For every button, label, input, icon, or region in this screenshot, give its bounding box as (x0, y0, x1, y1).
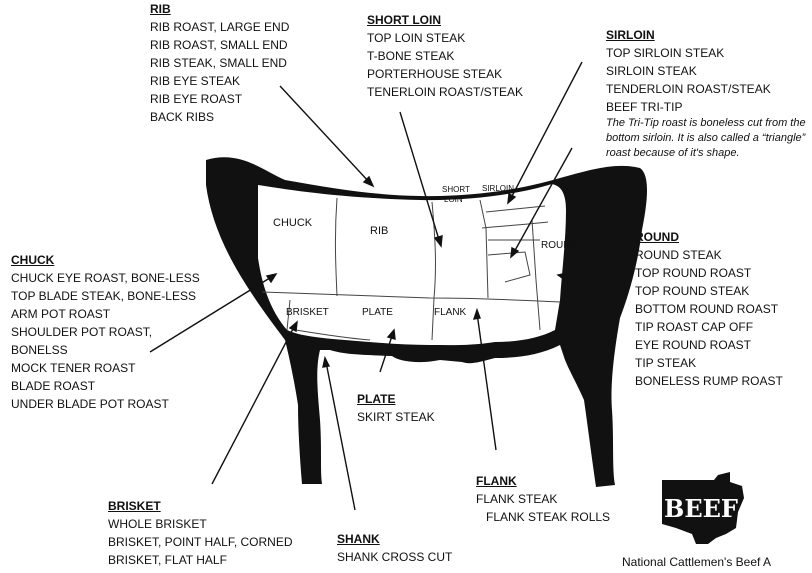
rib-item: RIB EYE ROAST (150, 92, 243, 106)
round-item: TIP STEAK (635, 356, 697, 370)
sirloin-item: BEEF TRI-TIP (606, 100, 683, 114)
region-chuck: CHUCK (273, 217, 313, 229)
shank-heading: SHANK (337, 532, 380, 546)
rib-label-block (150, 0, 289, 126)
brisket-heading: BRISKET (108, 499, 161, 513)
rib-item: RIB EYE STEAK (150, 74, 241, 88)
round-item: TOP ROUND STEAK (635, 284, 750, 298)
region-round: ROUND (541, 240, 578, 251)
short-loin-label-block (367, 11, 523, 101)
round-item: ROUND STEAK (635, 248, 722, 262)
chuck-item: SHOULDER POT ROAST, BONELSS (11, 325, 153, 357)
chuck-label-block (11, 251, 201, 413)
rib-item: RIB ROAST, LARGE END (150, 20, 290, 34)
short-loin-item: PORTERHOUSE STEAK (367, 67, 503, 81)
sirloin-label-block (606, 26, 810, 161)
sirloin-item: TOP SIRLOIN STEAK (606, 46, 725, 60)
chuck-item: CHUCK EYE ROAST, BONE-LESS (11, 271, 200, 285)
round-item: BOTTOM ROUND ROAST (635, 302, 779, 316)
flank-label-block (476, 472, 610, 526)
footer-credit: National Cattlemen's Beef A (622, 555, 772, 569)
region-short-loin-1: SHORT (442, 185, 470, 194)
brisket-item: BRISKET, POINT HALF, CORNED (108, 535, 293, 549)
flank-item: FLANK STEAK ROLLS (486, 510, 611, 524)
chuck-item: UNDER BLADE POT ROAST (11, 397, 169, 411)
short-loin-heading: SHORT LOIN (367, 13, 441, 27)
flank-item: FLANK STEAK (476, 492, 558, 506)
region-flank: FLANK (434, 307, 467, 318)
plate-heading: PLATE (357, 392, 396, 406)
plate-item: SKIRT STEAK (357, 410, 435, 424)
region-sirloin: SIRLOIN (482, 184, 515, 193)
rib-item: RIB STEAK, SMALL END (150, 56, 287, 70)
beef-logo-text: BEEF (664, 493, 738, 523)
brisket-item: WHOLE BRISKET (108, 517, 207, 531)
region-rib: RIB (370, 225, 389, 237)
chuck-item: BLADE ROAST (11, 379, 96, 393)
region-short-loin-2: LOIN (444, 195, 463, 204)
round-label-block (635, 228, 783, 390)
round-item: TOP ROUND ROAST (635, 266, 752, 280)
round-item: TIP ROAST CAP OFF (635, 320, 754, 334)
short-loin-item: TENERLOIN ROAST/STEAK (367, 85, 524, 99)
region-brisket: BRISKET (286, 307, 329, 318)
round-item: BONELESS RUMP ROAST (635, 374, 783, 388)
sirloin-item: TENDERLOIN ROAST/STEAK (606, 82, 771, 96)
beef-logo (656, 472, 746, 544)
shank-item: SHANK CROSS CUT (337, 550, 453, 564)
round-heading: ROUND (635, 230, 679, 244)
sirloin-heading: SIRLOIN (606, 28, 655, 42)
brisket-label-block (108, 497, 292, 569)
region-plate: PLATE (362, 307, 393, 318)
short-loin-item: T-BONE STEAK (367, 49, 455, 63)
sirloin-tri-tip-note: The Tri-Tip roast is boneless cut from the bottom sirloin. It is also called a “triangle” roast because of it's shape. (606, 117, 806, 159)
rib-item: RIB ROAST, SMALL END (150, 38, 288, 52)
shank-label-block (337, 530, 452, 566)
rib-item: BACK RIBS (150, 110, 215, 124)
brisket-item: BRISKET, FLAT HALF (108, 553, 227, 567)
flank-heading: FLANK (476, 474, 517, 488)
chuck-item: ARM POT ROAST (11, 307, 111, 321)
plate-label-block (357, 390, 435, 426)
chuck-item: MOCK TENER ROAST (11, 361, 136, 375)
round-item: EYE ROUND ROAST (635, 338, 752, 352)
chuck-heading: CHUCK (11, 253, 55, 267)
chuck-item: TOP BLADE STEAK, BONE-LESS (11, 289, 196, 303)
sirloin-item: SIRLOIN STEAK (606, 64, 697, 78)
short-loin-item: TOP LOIN STEAK (367, 31, 466, 45)
rib-heading: RIB (150, 2, 171, 16)
